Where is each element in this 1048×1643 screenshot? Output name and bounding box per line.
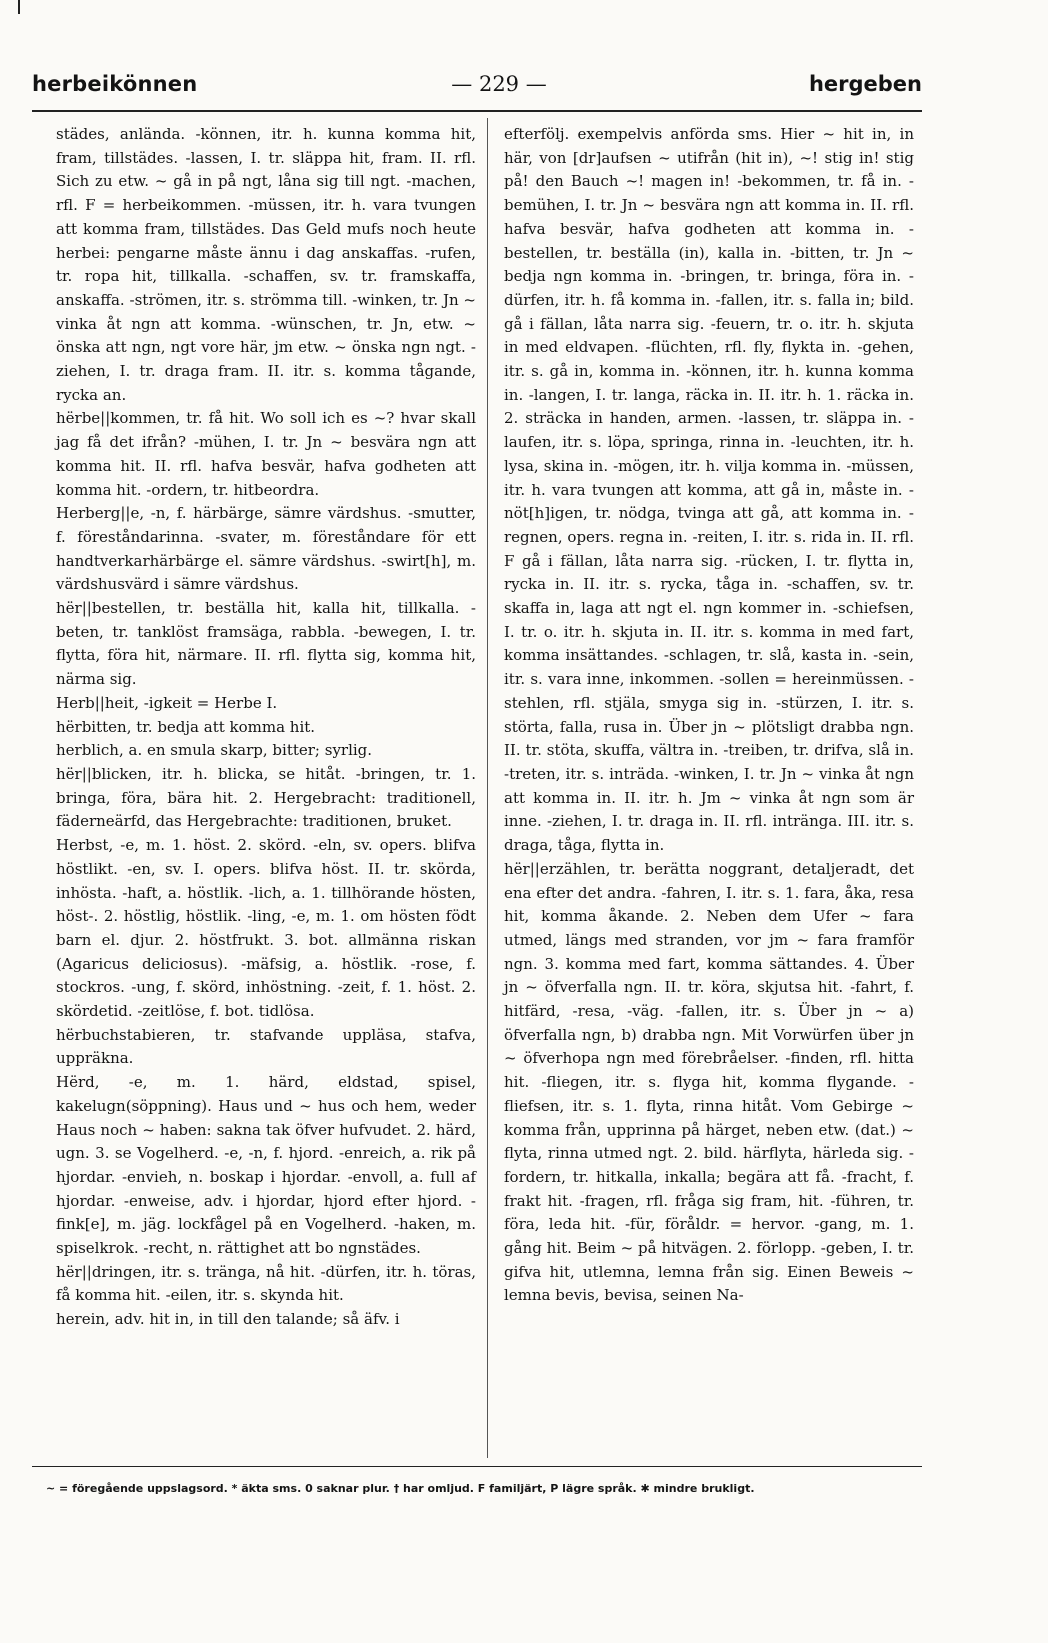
dictionary-entry: hër||erzählen, tr. berätta noggrant, detaljeradt, det ena efter det andra. -fahren, I. itr. s. 1. fara, åka, resa hit, komma åkande. 2. Neben dem Ufer ~ fara utmed, längs med stranden, vor jm ~ fara framför ngn. 3. komma med fart, komma sättandes. 4. Über jn ~ öfverfalla ngn. II. tr. köra, skjutsa hit. -fahrt, f. hitfärd, -resa, -väg. -fallen, itr. s. Über jn ~ a) öfverfalla ngn, b) drabba ngn. Mit Vorwürfen über jn ~ öfverhopa ngn med förebråelser. -finden, rfl. hitta hit. -fliegen, itr. s. flyga hit, komma flygande. -fliefsen, itr. s. 1. flyta, rinna hitåt. Vom Gebirge ~ komma från, upprinna på härget, neben etw. (dat.) ~ flyta, rinna utmed ngt. 2. bild. härflyta, härleda sig. -fordern, tr. hitkalla, inkalla; begära att få. -fracht, f. frakt hit. -fragen, rfl. fråga sig fram, hit. -führen, tr. föra, leda hit. -für, föråldr. = hervor. -gang, m. 1. gång hit. Beim ~ på hitvägen. 2. förlopp. -geben, I. tr. gifva hit, utlemna, lemna från sig. Einen Beweis ~ lemna bevis, bevisa, seinen Na- [504,859,914,1305]
dictionary-entry: hër||bestellen, tr. beställa hit, kalla hit, tillkalla. -beten, tr. tanklöst framsäga, rabbla. -bewegen, I. tr. flytta, föra hit, närmare. II. rfl. flytta sig, komma hit, närma sig. [56,599,476,689]
dictionary-entry: herein, adv. hit in, in till den talande; så äfv. i [56,1310,400,1329]
page-header [32,72,922,112]
dictionary-entry: hër||blicken, itr. h. blicka, se hitåt. -bringen, tr. 1. bringa, föra, bära hit. 2. Hergebracht: traditionell, fäderneärfd, das Hergebrachte: traditionen, bruket. [56,764,476,831]
dictionary-entry: Hërd, -e, m. 1. härd, eldstad, spisel, kakelugn(söppning). Haus und ~ hus och hem, weder Haus noch ~ haben: sakna tak öfver hufvudet. 2. härd, ugn. 3. se Vogelherd. -e, -n, f. hjord. -enreich, a. rik på hjordar. -envieh, n. boskap i hjordar. -envoll, a. full af hjordar. -enweise, adv. i hjordar, hjord efter hjord. -fink[e], m. jäg. lockfågel på en Vogelherd. -haken, m. spiselkrok. -recht, n. rättighet att bo ngnstädes. [56,1073,476,1258]
dictionary-entry: städes, anlända. -können, itr. h. kunna komma hit, fram, tillstädes. -lassen, I. tr. släppa hit, fram. II. rfl. Sich zu etw. ~ gå in på ngt, låna sig till ngt. -machen, rfl. F = herbeikommen. -müssen, itr. h. vara tvungen att komma fram, tillstädes. Das Geld mufs noch heute herbei: pengarne måste ännu i dag anskaffas. -rufen, tr. ropa hit, tillkalla. -schaffen, sv. tr. framskaffa, anskaffa. -strömen, itr. s. strömma till. -winken, tr. Jn ~ vinka åt ngn att komma. -wünschen, tr. Jn, etw. ~ önska att ngn, ngt vore här, jm etw. ~ önska ngn ngt. -ziehen, I. tr. draga fram. II. itr. s. komma tågande, rycka an. [56,125,476,404]
right-headword: hergeben [808,72,922,96]
dictionary-entry: Herb||heit, -igkeit = Herbe I. [56,693,278,712]
left-headword: herbeikönnen [32,72,198,96]
abbreviation-legend: ~ = föregående uppslagsord. * äkta sms. 0 saknar plur. † har omljud. F familjärt, P lägre språk. ✱ mindre brukligt. [46,1482,755,1495]
dictionary-entry: herblich, a. en smula skarp, bitter; syrlig. [56,741,373,760]
left-column [56,123,476,1332]
header-rule [32,110,922,112]
dictionary-entry: hërbe||kommen, tr. få hit. Wo soll ich es ~? hvar skall jag få det ifrån? -mühen, I. tr. Jn ~ besvära ngn att komma hit. II. rfl. hafva besvär, hafva godheten att komma hit. -ordern, tr. hitbeordra. [56,409,476,499]
dictionary-entry: Herbst, -e, m. 1. höst. 2. skörd. -eln, sv. opers. blifva höstlikt. -en, sv. I. opers. blifva höst. II. tr. skörda, inhösta. -haft, a. höstlik. -lich, a. 1. tillhörande hösten, höst-. 2. höstlig, höstlik. -ling, -e, m. 1. om hösten födt barn el. djur. 2. höstfrukt. 3. bot. allmänna riskan (Agaricus deliciosus). -mäfsig, a. höstlik. -rose, f. stockros. -ung, f. skörd, inhöstning. -zeit, f. 1. höst. 2. skördetid. -zeitlöse, f. bot. tidlösa. [56,836,476,1021]
dictionary-entry: Herberg||e, -n, f. härbärge, sämre värdshus. -smutter, f. föreståndarinna. -svater, m. föreståndare för ett handtverkarhärbärge el. sämre värdshus. -swirt[h], m. värdshusvärd i sämre värdshus. [56,504,476,594]
right-column [504,123,914,1308]
edge-mark [18,0,20,14]
footer-rule [32,1466,922,1467]
dictionary-entry: efterfölj. exempelvis anförda sms. Hier ~ hit in, in här, von [dr]aufsen ~ utifrån (hit in), ~! stig in! stig på! den Bauch ~! magen in! -bekommen, tr. få in. -bemühen, I. tr. Jn ~ besvära ngn att komma in. II. rfl. hafva besvär, hafva godheten att komma in. -bestellen, tr. beställa (in), kalla in. -bitten, tr. Jn ~ bedja ngn komma in. -bringen, tr. bringa, föra in. -dürfen, itr. h. få komma in. -fallen, itr. s. falla in; bild. gå i fällan, låta narra sig. -feuern, tr. o. itr. h. skjuta in med eldvapen. -flüchten, rfl. fly, flykta in. -gehen, itr. s. gå in, komma in. -können, itr. h. kunna komma in. -langen, I. tr. langa, räcka in. II. itr. h. 1. räcka in. 2. sträcka in handen, armen. -lassen, tr. släppa in. -laufen, itr. s. löpa, springa, rinna in. -leuchten, itr. h. lysa, skina in. -mögen, itr. h. vilja komma in. -müssen, itr. h. vara tvungen att komma, att gå in, måste in. -nöt[h]igen, tr. nödga, tvinga att gå, att komma in. -regnen, opers. regna in. -reiten, I. itr. s. rida in. II. rfl. F gå i fällan, låta narra sig. -rücken, I. tr. flytta in, rycka in. II. itr. s. rycka, tåga in. -schaffen, sv. tr. skaffa in, laga att ngt el. ngn kommer in. -schiefsen, I. tr. o. itr. h. skjuta in. II. itr. s. komma in med fart, komma insättandes. -schlagen, tr. slå, kasta in. -sein, itr. s. vara inne, inkommen. -sollen = hereinmüssen. -stehlen, rfl. stjäla, smyga sig in. -stürzen, I. itr. s. störta, falla, rusa in. Über jn ~ plötsligt drabba ngn. II. tr. stöta, skuffa, vältra in. -treiben, tr. drifva, slå in. -treten, itr. s. inträda. -winken, I. tr. Jn ~ vinka åt ngn att komma in. II. itr. h. Jm ~ vinka åt ngn som är inne. -ziehen, I. tr. draga in. II. rfl. inträngа. III. itr. s. draga, tåga, flytta in. [504,125,914,855]
page-number: — 229 — [451,72,547,96]
dictionary-entry: hërbitten, tr. bedja att komma hit. [56,717,316,736]
column-divider [487,118,488,1458]
dictionary-entry: hërbuchstabieren, tr. stafvande uppläsa, stafva, uppräkna. [56,1025,476,1068]
dictionary-entry: hër||dringen, itr. s. tränga, nå hit. -dürfen, itr. h. töras, få komma hit. -eilen, itr. s. skynda hit. [56,1262,476,1305]
